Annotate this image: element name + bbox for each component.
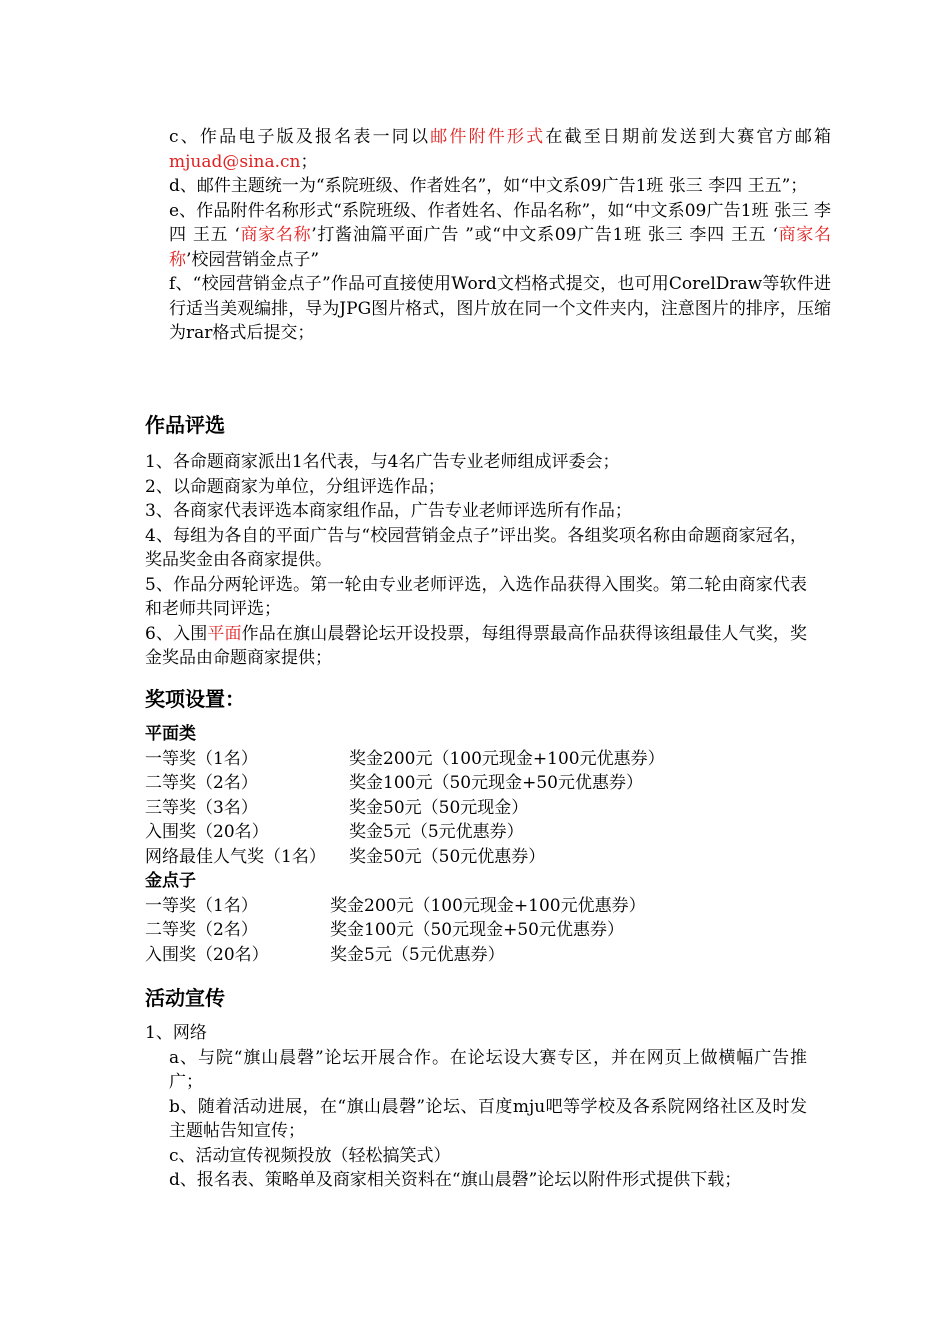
awards-section bbox=[145, 722, 807, 967]
promotion-item: a、与院“旗山晨磬”论坛开展合作。在论坛设大赛专区，并在网页上做横幅广告推广； bbox=[169, 1047, 807, 1092]
flat-category-title: 平面类 bbox=[145, 724, 196, 744]
flat-award-list bbox=[145, 747, 807, 870]
highlight-text: 邮件附件形式 bbox=[430, 127, 546, 147]
evaluation-item: 2、以命题商家为单位，分组评选作品； bbox=[145, 476, 445, 497]
promotion-item: c、活动宣传视频投放（轻松搞笑式） bbox=[169, 1145, 451, 1166]
highlight-text: 商家名称 bbox=[239, 225, 312, 245]
submission-item-c: c、作品电子版及报名表一同以邮件附件形式在截至日期前发送到大赛官方邮箱mjuad@sina.cn； bbox=[169, 127, 832, 172]
submission-item-d: d、邮件主题统一为“系院班级、作者姓名”，如“中文系09广告1班 张三 李四 王五”； bbox=[169, 176, 808, 196]
award-row: 二等奖（2名） 奖金100元（50元现金+50元优惠券） bbox=[145, 920, 624, 940]
submission-list bbox=[145, 125, 831, 346]
promotion-section bbox=[145, 1021, 807, 1193]
awards-heading: 奖项设置： bbox=[145, 687, 245, 711]
highlight-text: 商家名称 bbox=[169, 225, 832, 270]
evaluation-list bbox=[145, 450, 807, 671]
promotion-list bbox=[145, 1046, 807, 1193]
submission-item-e: e、作品附件名称形式“系院班级、作者姓名、作品名称”，如“中文系09广告1班 张三 李四 王五 ‘商家名称’打酱油篇平面广告 ”或“中文系09广告1班 张三 李四 王五 ‘商家名称’校园营销金点子” bbox=[169, 200, 832, 270]
evaluation-item: 3、各商家代表评选本商家组作品，广告专业老师评选所有作品； bbox=[145, 501, 632, 521]
award-row: 一等奖（1名） 奖金200元（100元现金+100元优惠券） bbox=[145, 748, 665, 769]
evaluation-heading: 作品评选 bbox=[145, 413, 225, 437]
highlight-text: 平面 bbox=[207, 623, 242, 644]
promotion-heading: 活动宣传 bbox=[145, 986, 225, 1010]
email-link[interactable]: mjuad@sina.cn bbox=[169, 151, 301, 172]
gold-category-title: 金点子 bbox=[145, 871, 196, 891]
evaluation-item: 6、入围平面作品在旗山晨磬论坛开设投票，每组得票最高作品获得该组最佳人气奖，奖金奖品由命题商家提供； bbox=[145, 623, 808, 668]
submission-item-f: f、“校园营销金点子”作品可直接使用Word文档格式提交，也可用CorelDraw等软件进行适当美观编排，导为JPG图片格式，图片放在同一个文件夹内，注意图片的排序，压缩为rar格式后提交； bbox=[169, 274, 831, 343]
evaluation-item: 1、各命题商家派出1名代表，与4名广告专业老师组成评委会； bbox=[145, 452, 620, 472]
award-row: 入围奖（20名） 奖金5元（5元优惠券） bbox=[145, 944, 505, 965]
evaluation-item: 4、每组为各自的平面广告与“校园营销金点子”评出奖。各组奖项名称由命题商家冠名，奖品奖金由各商家提供。 bbox=[145, 525, 807, 570]
award-row: 二等奖（2名） 奖金100元（50元现金+50元优惠券） bbox=[145, 773, 643, 793]
promotion-item: b、随着活动进展，在“旗山晨磬”论坛、百度mju吧等学校及各系院网络社区及时发主题帖告知宣传； bbox=[169, 1096, 807, 1141]
promotion-subheading: 1、网络 bbox=[145, 1023, 207, 1043]
gold-award-list bbox=[145, 894, 807, 968]
award-row: 入围奖（20名） 奖金5元（5元优惠券） bbox=[145, 822, 524, 842]
award-row: 三等奖（3名） 奖金50元（50元现金） bbox=[145, 797, 529, 818]
evaluation-item: 5、作品分两轮评选。第一轮由专业老师评选，入选作品获得入围奖。第二轮由商家代表和老师共同评选； bbox=[145, 574, 807, 619]
promotion-item: d、报名表、策略单及商家相关资料在“旗山晨磬”论坛以附件形式提供下载； bbox=[169, 1170, 742, 1190]
award-row: 一等奖（1名） 奖金200元（100元现金+100元优惠券） bbox=[145, 895, 646, 916]
award-row: 网络最佳人气奖（1名） 奖金50元（50元优惠券） bbox=[145, 846, 546, 867]
